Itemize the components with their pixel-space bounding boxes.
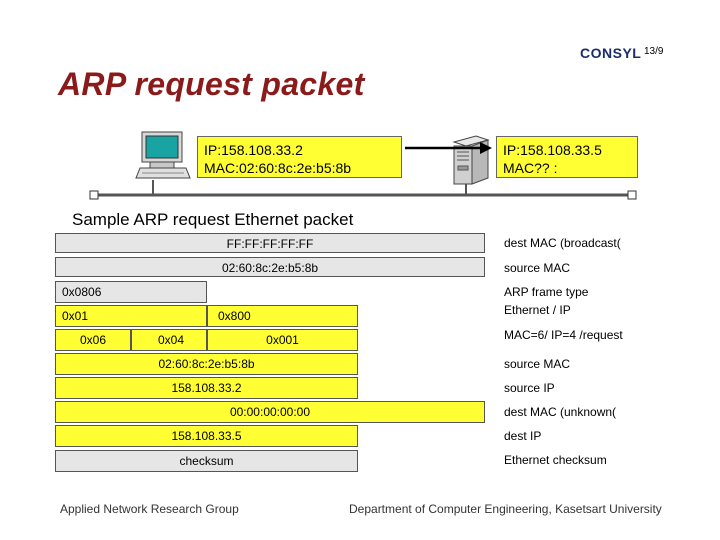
- field-target-mac: 00:00:00:00:00: [55, 401, 485, 423]
- field-dest-mac: FF:FF:FF:FF:FF: [55, 233, 485, 253]
- footer-right: Department of Computer Engineering, Kasetsart University: [349, 502, 662, 516]
- label-target-mac: dest MAC (unknown(: [504, 405, 617, 419]
- page-number: 13/9: [644, 46, 664, 57]
- pc-icon: [136, 132, 190, 178]
- bus-terminator-right: [628, 191, 636, 199]
- field-hw-len-value: 0x06: [80, 333, 107, 347]
- label-sender-ip: source IP: [504, 381, 555, 395]
- page-title: ARP request packet: [58, 66, 365, 102]
- target-ip: IP:158.108.33.5: [503, 142, 602, 158]
- field-proto-type: [207, 305, 358, 327]
- field-frame-type: [55, 281, 207, 303]
- field-proto-type-value: 0x800: [218, 309, 251, 323]
- network-diagram: [0, 0, 720, 210]
- field-src-mac: 02:60:8c:2e:b5:8b: [55, 257, 485, 277]
- target-mac: MAC?? :: [503, 160, 558, 176]
- field-proto-len: [131, 329, 207, 351]
- field-hw-type: [55, 305, 207, 327]
- field-sender-ip: 158.108.33.2: [55, 377, 358, 399]
- label-sender-mac: source MAC: [504, 357, 571, 371]
- label-target-ip: dest IP: [504, 429, 542, 443]
- label-dest-mac: dest MAC (broadcast(: [504, 236, 621, 250]
- field-target-ip: 158.108.33.5: [55, 425, 358, 447]
- sender-address-box: [197, 136, 402, 178]
- packet-caption: Sample ARP request Ethernet packet: [72, 210, 354, 229]
- sender-mac: MAC:02:60:8c:2e:b5:8b: [204, 160, 352, 176]
- label-checksum: Ethernet checksum: [504, 453, 607, 467]
- footer-left: Applied Network Research Group: [60, 502, 239, 516]
- field-checksum: checksum: [55, 450, 358, 472]
- label-mac-ip-req: MAC=6/ IP=4 /request: [504, 328, 623, 342]
- target-address-box: [496, 136, 638, 178]
- server-icon: [454, 136, 488, 184]
- field-proto-len-value: 0x04: [158, 333, 185, 347]
- field-hw-len: [55, 329, 131, 351]
- field-op: 0x001: [207, 329, 358, 351]
- field-sender-mac: 02:60:8c:2e:b5:8b: [55, 353, 358, 375]
- sender-ip: IP:158.108.33.2: [204, 142, 303, 158]
- logo-text: CONSYL: [580, 45, 642, 61]
- label-src-mac: source MAC: [504, 261, 571, 275]
- field-hw-type-value: 0x01: [62, 309, 89, 323]
- field-frame-type-value: 0x0806: [62, 285, 102, 299]
- label-eth-ip: Ethernet / IP: [504, 303, 571, 317]
- label-frame-type: ARP frame type: [504, 285, 589, 299]
- bus-terminator-left: [90, 191, 98, 199]
